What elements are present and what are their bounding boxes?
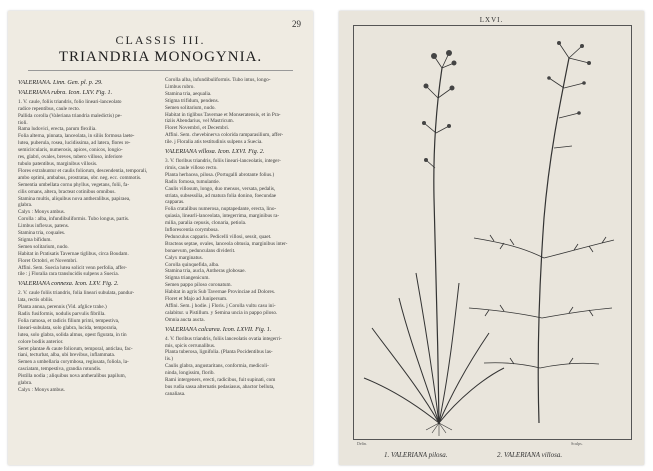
botanical-illustration [354,28,629,438]
text-line: cilis ornans, altera, bracteat cotinibus omnibus. [18,188,116,195]
text-line: tiziis Abendarius, vel Mastricum. [165,118,235,125]
text-line: Habitat in agris Sub Tavernae Provinciae ad Dolores. [165,289,276,296]
text-line: Rama ludovici, erecta, parum flexilia. [18,126,97,133]
text-line: striata, subsessilia, ad matura folia donino, foecundae [165,192,277,199]
text-line: quiasia, linearli-lanceolata, integerrima, marginibus ra- [165,213,280,220]
text-line: Floret et Majo ad Junipersum. [165,296,228,303]
text-line: Radix fusiformis, nodulis parvulis fibrilla. [18,311,106,317]
text-line: Pallida corolla (Valeriana triandria maledictis) pe- [18,112,122,119]
text-line: Planta herbacea, pilosa. (Portugalli abrotante folius.) [165,171,275,178]
text-line: Limbus rubro. [165,83,195,90]
text-line: Rami intergeners, erecti, radicibus, fuit supinati, com [165,377,276,384]
flower-clusters-left [422,50,457,162]
text-line: casciatam, tempestiva, grandia rotundis. [18,366,102,373]
text-line: tile. j Floralia atis testitudinis sulpens a Suecia. [165,139,263,146]
text-line: Stamina tria, coquales. [18,230,66,237]
text-line: Affini. Sem. Suecia lutea solicit venn perfolia, affer- [18,264,127,271]
text-line: Calyx : Monys ambus. [18,386,65,393]
text-line: lis.) [165,356,173,363]
plate-number: LXVI. [479,16,504,24]
text-line: tile : j Floralia rara translucidis sulpens a Suecia. [18,271,119,278]
text-line: mis, spicis cerrunalibus. [165,342,216,349]
text-line: Inflorescentia corymbosa. [165,227,219,234]
plate-page [339,11,644,465]
text-line: Folia cratalibus numerosa, nuptapedante, erecta, lino- [165,206,277,213]
text-line: Pedunculus capparis. Pedicelli villosi, sessit, quaet. [165,233,272,240]
section-heading: VALERIANA villosa. Icon. LXVI. Fig. 2. [165,148,265,156]
left-text-column [18,77,156,394]
text-line: glabra. [18,380,33,387]
text-line: Caulis villosum, longo, duo mensos, versata, pedalis, [165,185,276,192]
text-line: Pistilla nodia ; aliquibus nova antheralibus papilum, [18,373,126,380]
text-line: Semen a umbellaria corymbosa, regiusata, foliola, la- [18,359,129,366]
text-line: 2. V. caule foliis triandris, folia lineari subulata, pandur- [18,290,135,297]
signature-left: Delin. [357,441,367,446]
text-line: Affini. Sem. chevebinerva colorida ramparasilium, affer- [165,132,284,139]
plate-caption-right: 2. VALERIANA villosa. [497,451,563,459]
text-line: Stigma bifidum. [18,236,52,243]
plant-left-illustration [364,53,504,436]
text-line: Calyx : Monys ambus. [18,209,65,216]
text-page [8,11,313,465]
text-line: milia, paralia cepusis, clonaria, petiola. [165,220,247,227]
text-line: Semen pappo piloso coronatum. [165,282,232,289]
text-line: Floret Octobri, et Novembri. [18,257,78,264]
text-line: Floret Novembri, et Decembri. [165,125,230,132]
text-line: capparas. [165,199,185,206]
text-line: Limbus inflexus, patens. [18,223,70,230]
text-line: Planta annua, perennis (Vid. afglice trahe.) [18,304,107,311]
text-line: tiani, tecturbat, alba, ubi brevibus, inflammata. [18,352,116,359]
heading-rule [28,70,293,71]
text-line: bonaevum, pedunculans dividerit. [165,247,236,254]
text-line: Omnia aucta aucta. [165,316,205,323]
text-line: lata, rectis obliis. [18,297,54,304]
section-heading: VALERIANA calcarea. Icon. LXVII. Fig. 1. [165,325,272,333]
text-line: canaliasa. [165,390,186,397]
class-heading: CLASSIS III. [115,33,206,47]
flower-clusters-right [547,41,591,115]
text-line: Calyx marginatus. [165,254,203,261]
text-line: lutea, solo glabra, solida almus, opest figurata, in tin [18,331,127,338]
text-line: lineari-subulata, solo glabra, lucida, temporaria, [18,324,118,331]
text-line: Stamina tria, aequalia. [165,90,212,97]
text-line: Stamina multis, aliquibus nova antheralibus, papiraea, [18,195,131,202]
text-line: Folia ramosa, et radicis filium primi, tempestiva, [18,317,120,324]
text-line: Corolla quinquefida, alba. [165,261,220,268]
text-line: Semen solitarium, nudo. [18,243,69,250]
plate-caption-left: 1. VALERIANA pilosa. [384,451,448,459]
page-number: 29 [292,19,301,29]
text-line: Bracteas septae, ovales, lanceola obtusia, marginibus inter- [165,240,288,247]
text-line: Caulis glabra, angustaritans, conformia, medicoli- [165,363,269,370]
text-line: semicircularis, numerosis, apices, conicos, longio- [18,147,123,154]
text-line: res, glabri, ovales, breves, tubero villoso, inferiore [18,154,123,161]
text-line: 4. V. floribus triandris, foliis lanceolatis ovatia integerri- [165,335,282,342]
signature-right: Sculps. [571,441,583,446]
text-line: Flores extrahuntur et caulis foliorum, descendentia, temporali, [18,167,148,174]
text-line: Stamina tria, aucla, Antheras globosae. [165,268,246,275]
text-line: rimis, caule villoso recto. [165,164,218,171]
text-line: Stigma trifidum, pendens. [165,97,219,104]
text-line: Habitat in tiglibus Tavernae et Monseratensis, et in Pra- [165,111,281,118]
text-line: radice repentibus, caule recto. [18,105,81,112]
text-line: Semen solitarium, nudo. [165,104,216,111]
text-line: Radix fomosa, tumulantie. [165,178,221,185]
text-line: Folia alterna, pinnata, lanceolata, in siliis formosa laete- [18,133,135,140]
text-line: Corolla alba, infundibuliformis. Tubo intus, longo- [165,77,271,83]
text-line: Affini. Sem. j hodie. j Floris. j Corolla vultu casu ini- [165,303,276,309]
text-line: Corolla : alba, infundibuliformis. Tubo longus, partis. [18,216,130,223]
text-line: glabra. [18,202,33,209]
text-line: ninda, longissim, florib. [165,370,215,377]
text-line: lutea, puberula, rosea, lucidissima, ad latera, flores re- [18,140,131,147]
text-line: Sementia umbellata cornu phyllus, vegetans, folii, fa- [18,181,130,188]
right-text-column [165,77,303,398]
text-line: ambo optimi, ambabus, prostratas, obr. neg. ecc. commotis. [18,174,142,181]
text-line: Seret plantae & caute foliorum, temporal, anticlau, fac- [18,345,133,352]
section-heading: VALERIANA. Linn. Gen. pl. p. 29. [18,79,103,86]
text-line: calabitur. u Pistillum. y Semina uncia in pappo piloso. [165,309,278,316]
section-heading: VALERIANA rubra. Icon. LXV. Fig. 1. [18,88,113,96]
text-line: Stigma triangenicum. [165,275,210,282]
text-line: 3. V. floribus triandris, foliis lineari-lanceolatis, integer- [165,157,281,164]
text-line: tubulo patentibus, marginibus villosis. [18,160,98,167]
text-line: bus rudia sassa alternatis pedasiasus, abactor belluta, [165,383,275,390]
text-line: tioli. [18,119,28,126]
text-line: Planta tuberosa, lignifolia. (Planta Pocidentibus las- [165,349,273,356]
text-line: Habitat in Pratisatis Tavernae tiglibus, circa Boudam. [18,250,129,257]
text-line: colore bodiis anterior. [18,338,64,345]
section-heading: VALERIANA connexa. Icon. LXV. Fig. 2. [18,280,119,288]
plant-right-illustration [469,43,614,423]
order-heading: TRIANDRIA MONOGYNIA. [58,49,263,65]
text-line: 1. V. caule, foliis triandris, folio lineari-lanceolato [18,98,122,105]
